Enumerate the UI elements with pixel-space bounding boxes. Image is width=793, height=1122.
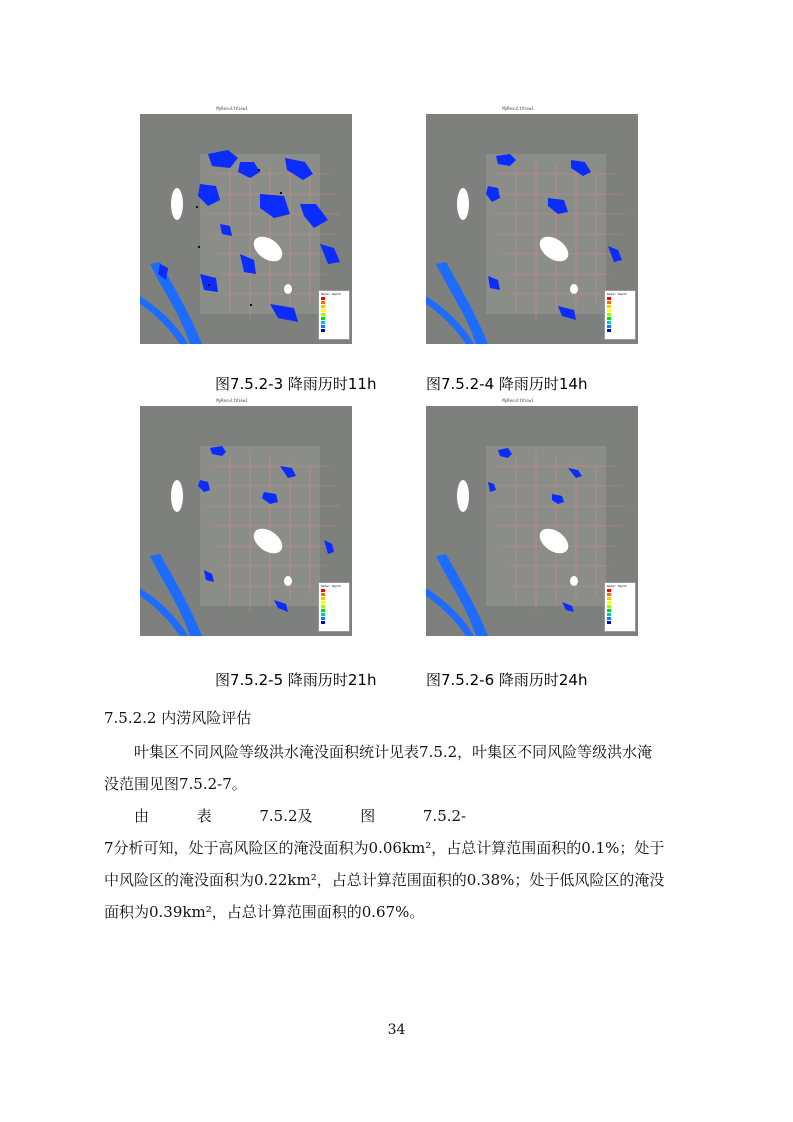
map-figure xyxy=(398,396,638,664)
page-number: 34 xyxy=(387,1022,406,1038)
map-legend xyxy=(318,290,350,340)
map-legend xyxy=(604,582,636,632)
map-legend xyxy=(604,290,636,340)
figure-caption: 图7.5.2-5 降雨历时21h xyxy=(215,671,377,689)
paragraph-line: 由 表 7.5.2及 图 7.5.2- xyxy=(134,807,467,825)
legend-title: Water Depth xyxy=(321,292,341,296)
map-window-title: MyResultView1 xyxy=(216,398,248,403)
map-window-header xyxy=(398,396,638,406)
map-figure xyxy=(112,396,352,664)
legend-title: Water Depth xyxy=(321,584,341,588)
map-window-title: MyResultView1 xyxy=(502,106,534,111)
map-figure xyxy=(398,104,638,372)
flood-map xyxy=(140,406,352,636)
map-legend xyxy=(318,582,350,632)
paragraph-line: 面积为0.39km²，占总计算范围面积的0.67%。 xyxy=(104,903,425,921)
map-window-header xyxy=(112,104,352,114)
paragraph-line: 中风险区的淹没面积为0.22km²，占总计算范围面积的0.38%；处于低风险区的淹没 xyxy=(104,871,665,889)
map-window-header xyxy=(398,104,638,114)
paragraph-line: 7分析可知，处于高风险区的淹没面积为0.06km²，占总计算范围面积的0.1%；处于 xyxy=(104,839,665,857)
map-window-title: MyResultView1 xyxy=(502,398,534,403)
legend-title: Water Depth xyxy=(607,584,627,588)
figure-caption: 图7.5.2-6 降雨历时24h xyxy=(426,671,588,689)
section-heading: 7.5.2.2 内涝风险评估 xyxy=(104,709,252,727)
flood-map xyxy=(426,114,638,344)
map-figure xyxy=(112,104,352,372)
figure-caption: 图7.5.2-3 降雨历时11h xyxy=(215,375,377,393)
figure-caption: 图7.5.2-4 降雨历时14h xyxy=(426,375,588,393)
flood-map xyxy=(140,114,352,344)
paragraph-line: 没范围见图7.5.2-7。 xyxy=(104,775,247,793)
paragraph-line: 叶集区不同风险等级洪水淹没面积统计见表7.5.2，叶集区不同风险等级洪水淹 xyxy=(134,743,653,761)
legend-title: Water Depth xyxy=(607,292,627,296)
flood-map xyxy=(426,406,638,636)
map-window-header xyxy=(112,396,352,406)
map-window-title: MyResultView1 xyxy=(216,106,248,111)
